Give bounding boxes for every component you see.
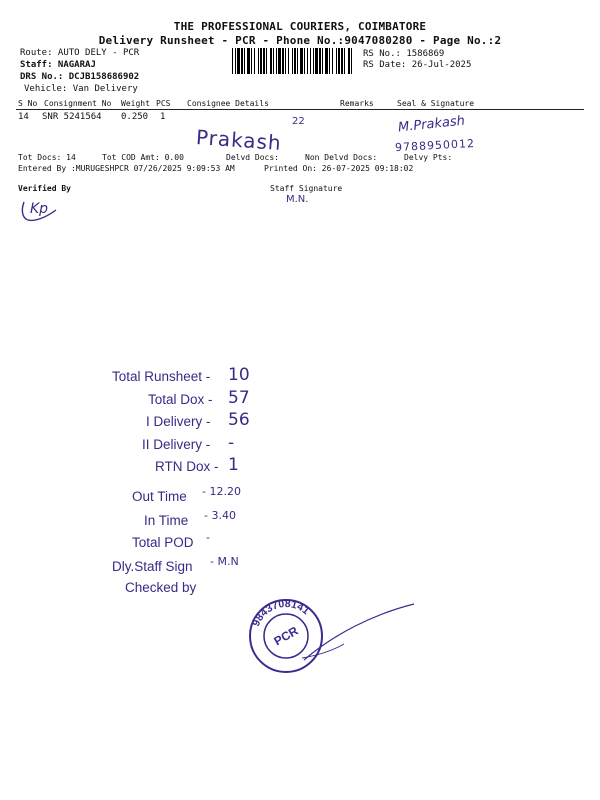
col-remarks: Remarks (340, 99, 374, 108)
col-consignment: Consignment No (44, 99, 112, 108)
col-seal: Seal & Signature (397, 99, 475, 108)
verified-signature-scribble (18, 198, 62, 224)
barcode-bar (285, 48, 286, 74)
barcode-bar (315, 48, 318, 74)
pcr-stamp (244, 594, 444, 684)
tot-docs: Tot Docs: 14 (18, 153, 76, 162)
col-consignee: Consignee Details (187, 99, 269, 108)
runsheet-subtitle: Delivery Runsheet - PCR - Phone No.:9047080280 - Page No.:2 (98, 34, 502, 47)
barcode-bar (288, 48, 289, 74)
route-text: Route: AUTO DELY - PCR (20, 48, 140, 58)
barcode (232, 48, 352, 74)
receiver-phone: 9788950012 (394, 136, 476, 155)
barcode-bar (351, 48, 352, 74)
rs-number: RS No.: 1586869 (363, 49, 445, 59)
row-consignment: SNR 5241564 (42, 112, 102, 122)
stamp-signature-stroke (304, 604, 414, 660)
non-delvd-docs: Non Delvd Docs: (305, 153, 378, 162)
summary-value: - M.N (210, 555, 239, 568)
summary-value: 57 (228, 388, 250, 408)
barcode-bar (237, 48, 240, 74)
col-pcs: PCS (156, 99, 171, 108)
staff-text: Staff: NAGARAJ (20, 60, 96, 70)
barcode-bar (319, 48, 321, 74)
barcode-bar (282, 48, 284, 74)
summary-label: Total Runsheet - (112, 369, 211, 384)
consignee-handwriting: Prakash (195, 125, 283, 155)
row-weight: 0.250 (121, 112, 149, 122)
summary-value: 1 (228, 455, 239, 475)
barcode-bar (348, 48, 350, 74)
barcode-bar (310, 48, 311, 74)
barcode-bar (297, 48, 298, 74)
barcode-bar (344, 48, 345, 74)
barcode-bar (325, 48, 328, 74)
barcode-bar (273, 48, 274, 74)
summary-label: In Time (144, 513, 189, 528)
summary-label: Total Dox - (148, 392, 213, 407)
barcode-bar (278, 48, 281, 74)
barcode-bar (338, 48, 340, 74)
barcode-bar (241, 48, 243, 74)
verified-by-label: Verified By (18, 184, 71, 193)
remark-handwriting: 22 (292, 116, 305, 127)
barcode-bar (304, 48, 305, 74)
barcode-bar (294, 48, 296, 74)
col-weight: Weight (121, 99, 150, 108)
stamp-number: 9843708141 (250, 597, 312, 629)
summary-label: II Delivery - (142, 437, 211, 452)
barcode-bar (276, 48, 277, 74)
barcode-bar (254, 48, 255, 74)
vehicle-text: Vehicle: Van Delivery (24, 84, 138, 94)
barcode-bar (329, 48, 330, 74)
barcode-bar (263, 48, 265, 74)
summary-label: Out Time (132, 489, 187, 504)
summary-value: - 3.40 (204, 509, 236, 522)
summary-value: - (206, 531, 210, 544)
entered-by: Entered By :MURUGESHPCR 07/26/2025 9:09:53 AM (18, 164, 235, 173)
col-sno: S No (18, 99, 38, 108)
barcode-bar (313, 48, 314, 74)
barcode-bar (235, 48, 236, 74)
barcode-bar (247, 48, 250, 74)
barcode-bar (266, 48, 267, 74)
rs-date: RS Date: 26-Jul-2025 (363, 60, 472, 70)
summary-label: RTN Dox - (155, 459, 219, 474)
barcode-bar (260, 48, 262, 74)
verified-hand: Kp (30, 201, 49, 217)
barcode-bar (336, 48, 337, 74)
delvd-docs: Delvd Docs: (226, 153, 279, 162)
barcode-bar (292, 48, 293, 74)
barcode-bar (270, 48, 272, 74)
barcode-bar (307, 48, 308, 74)
summary-value: - 12.20 (202, 485, 241, 498)
summary-value: - (228, 433, 235, 453)
tot-cod: Tot COD Amt: 0.00 (102, 153, 184, 162)
dely-pts: Delvy Pts: (404, 153, 453, 162)
barcode-bar (332, 48, 333, 74)
summary-value: 10 (228, 365, 250, 385)
barcode-bar (322, 48, 323, 74)
printed-on: Printed On: 26-07-2025 09:18:02 (264, 164, 414, 173)
barcode-bar (244, 48, 245, 74)
row-sno: 14 (18, 112, 29, 122)
summary-label: Total POD (132, 535, 194, 550)
summary-label: I Delivery - (146, 414, 211, 429)
barcode-bar (258, 48, 259, 74)
barcode-bar (232, 48, 233, 74)
company-title: THE PROFESSIONAL COURIERS, COIMBATORE (173, 20, 427, 33)
staff-signature-hand: M.N. (286, 194, 309, 205)
barcode-bar (341, 48, 343, 74)
table-header-divider (16, 109, 584, 110)
drs-text: DRS No.: DCJB158686902 (20, 72, 140, 82)
summary-label: Dly.Staff Sign (112, 559, 193, 574)
stamp-text: PCR (271, 623, 301, 649)
barcode-bar (251, 48, 252, 74)
summary-value: 56 (228, 410, 250, 430)
receiver-signature: M.Prakash (397, 113, 466, 136)
row-pcs: 1 (160, 112, 166, 122)
barcode-bar (300, 48, 303, 74)
summary-label: Checked by (125, 580, 197, 595)
staff-signature-label: Staff Signature (270, 184, 343, 193)
